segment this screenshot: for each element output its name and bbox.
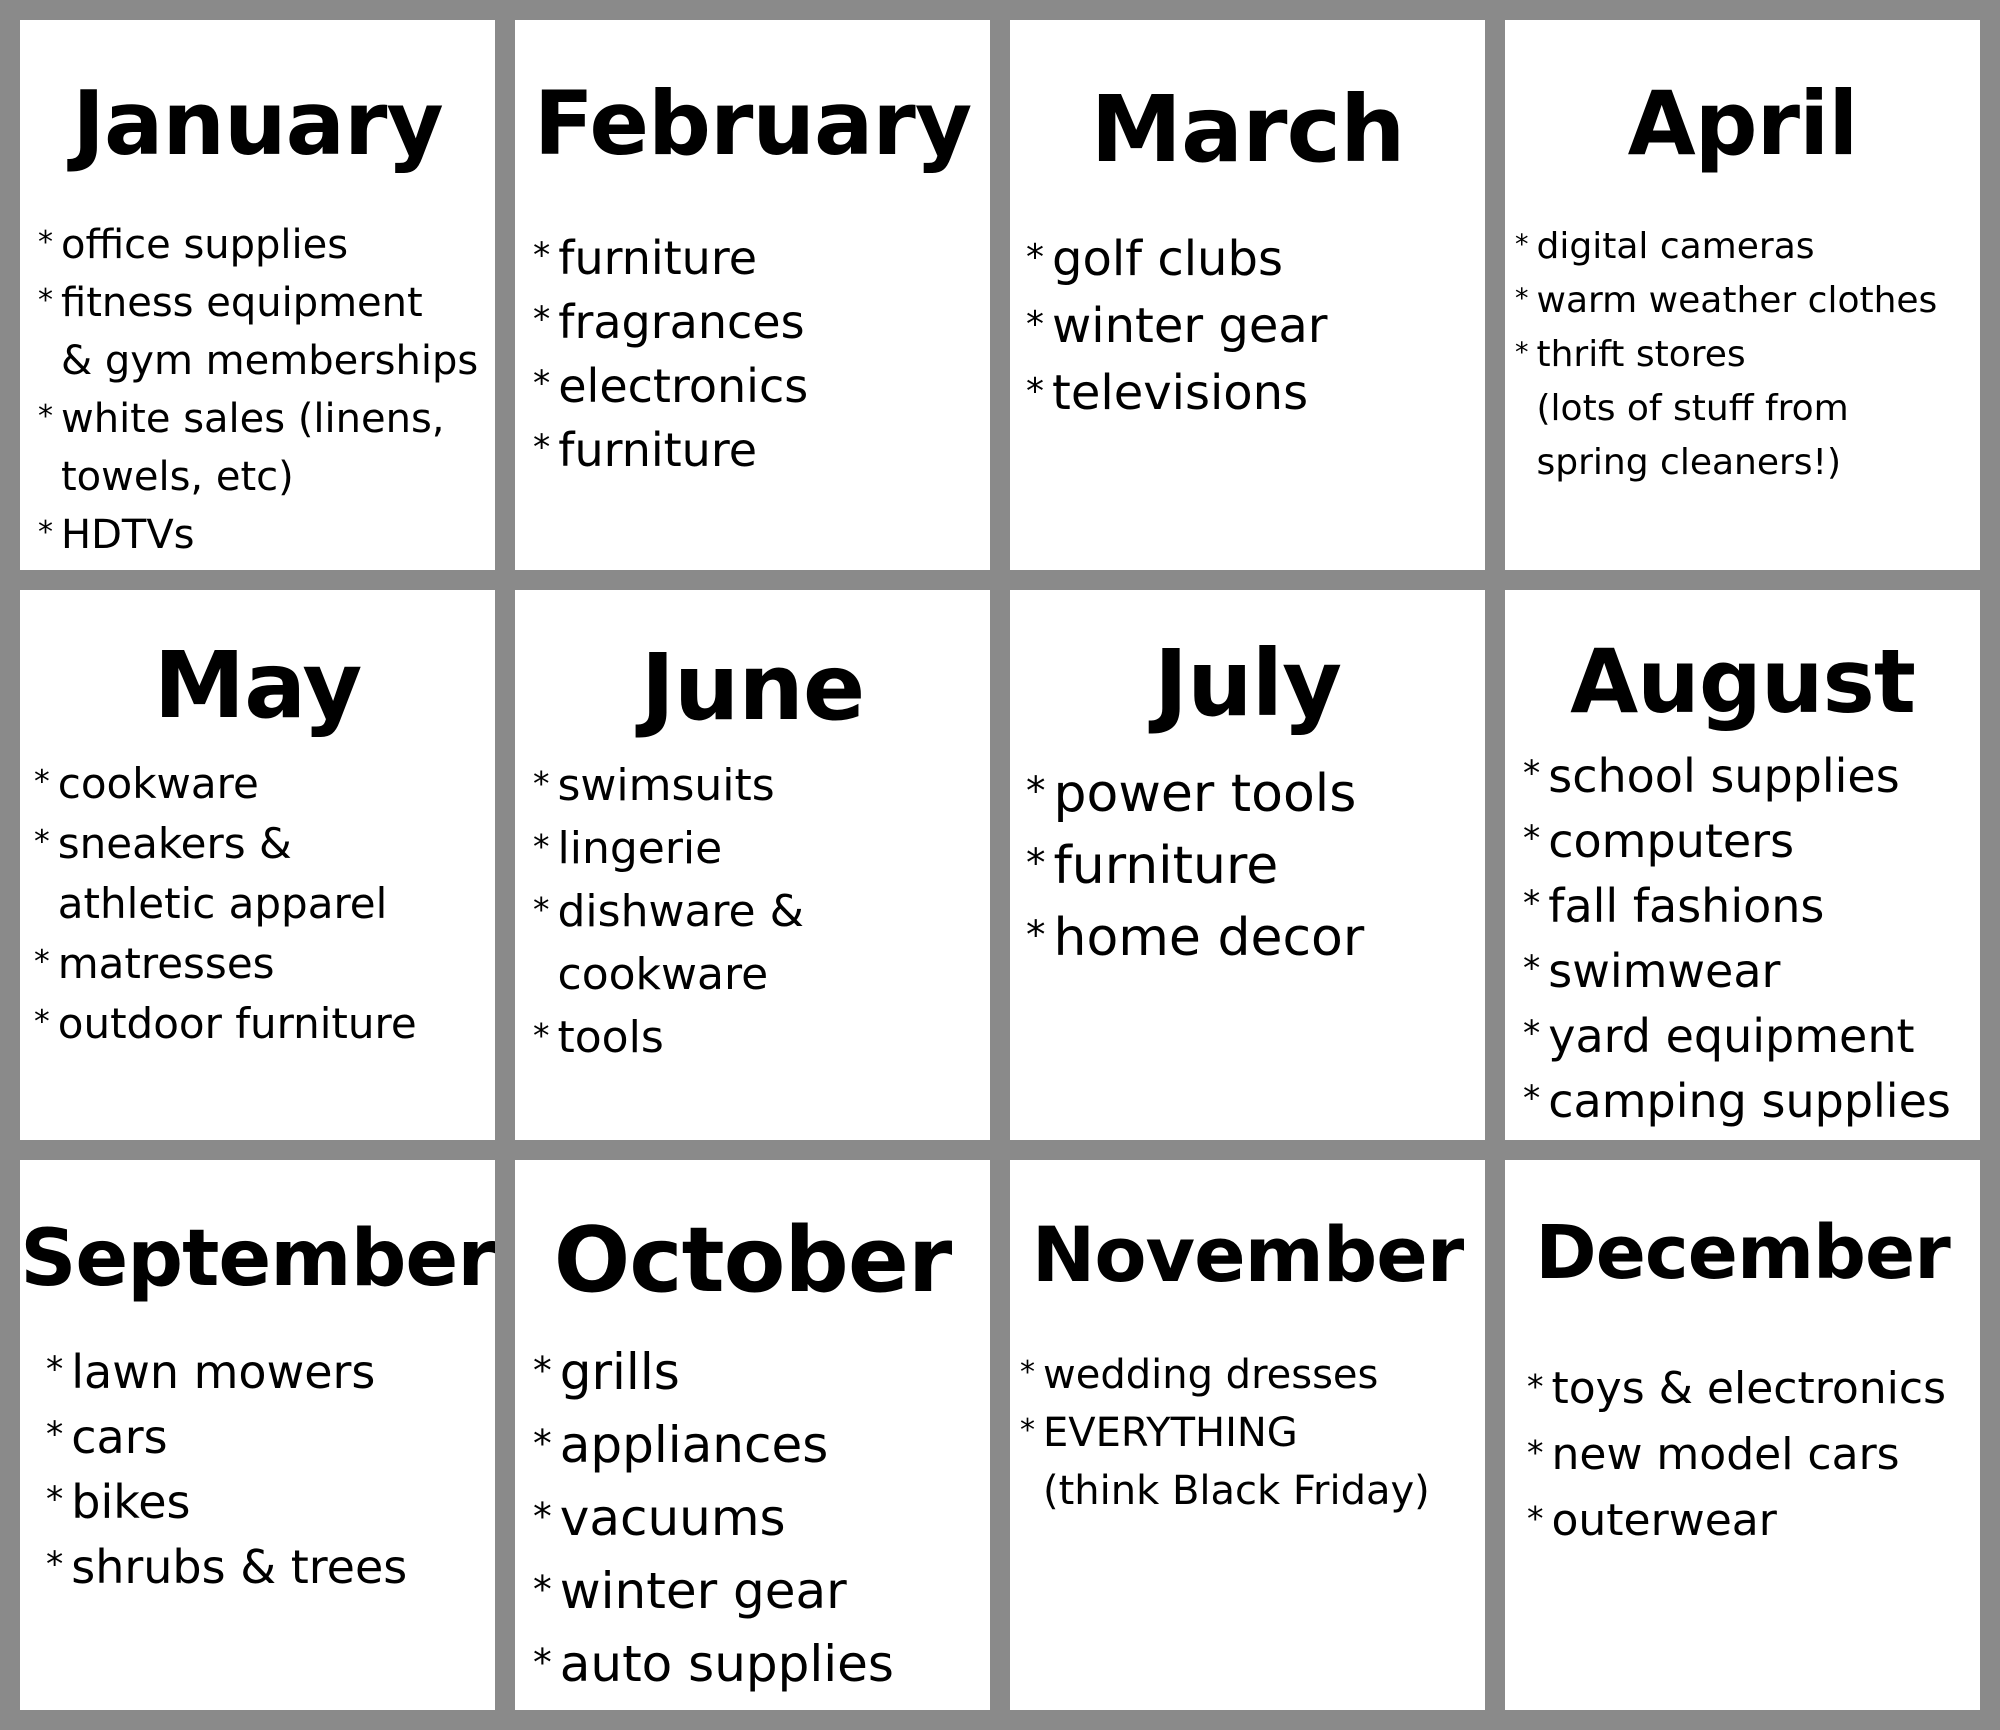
list-item: * furniture	[533, 418, 808, 482]
bullet: *	[533, 827, 550, 866]
bullet: *	[1527, 1367, 1544, 1406]
list-item: * fragrances	[533, 290, 808, 354]
bullet: *	[46, 1415, 64, 1455]
list-item: * outerwear	[1527, 1488, 1946, 1554]
item-list	[1026, 226, 1328, 427]
bullet: *	[533, 1348, 552, 1392]
month-card-july	[1010, 590, 1485, 1140]
bullet: *	[38, 515, 53, 550]
month-title: May	[153, 632, 362, 739]
list-item: * dishware & cookware	[533, 880, 804, 1006]
list-item: * new model cars	[1527, 1422, 1946, 1488]
list-item: * appliances	[533, 1409, 894, 1482]
list-item: * cars	[46, 1405, 407, 1470]
bullet: *	[1527, 1499, 1544, 1538]
item-list	[38, 216, 478, 564]
item-list	[34, 754, 417, 1054]
list-item: * thrift stores (lots of stuff from spring cleaners!)	[1515, 328, 1937, 490]
item-list	[1515, 220, 1937, 490]
month-card-january	[20, 20, 495, 570]
bullet: *	[1515, 337, 1529, 368]
bullet: *	[1515, 229, 1529, 260]
month-title: July	[1153, 630, 1342, 737]
bullet: *	[533, 1567, 552, 1611]
list-item: * swimwear	[1523, 939, 1951, 1004]
list-item: * winter gear	[533, 1555, 894, 1628]
item-list	[1020, 1346, 1430, 1520]
bullet: *	[533, 236, 551, 276]
bullet: *	[533, 890, 550, 929]
list-item: * fitness equipment & gym memberships	[38, 274, 478, 390]
bullet: *	[34, 1004, 50, 1040]
list-item: * cookware	[34, 754, 417, 814]
bullet: *	[38, 399, 53, 434]
month-card-december	[1505, 1160, 1980, 1710]
list-item: * vacuums	[533, 1482, 894, 1555]
list-item: * white sales (linens, towels, etc)	[38, 390, 478, 506]
month-title: February	[533, 72, 972, 175]
list-item: * grills	[533, 1336, 894, 1409]
bullet: *	[1026, 913, 1046, 958]
list-item: * electronics	[533, 354, 808, 418]
list-item: * lingerie	[533, 817, 804, 880]
month-card-may	[20, 590, 495, 1140]
month-card-april	[1505, 20, 1980, 570]
month-card-june	[515, 590, 990, 1140]
month-title: March	[1090, 76, 1405, 183]
bullet: *	[1026, 841, 1046, 886]
month-card-november	[1010, 1160, 1485, 1710]
list-item: * matresses	[34, 934, 417, 994]
month-card-august	[1505, 590, 1980, 1140]
bullet: *	[1523, 949, 1541, 989]
list-item: * furniture	[1026, 830, 1364, 902]
list-item: * winter gear	[1026, 293, 1328, 360]
bullet: *	[1523, 819, 1541, 859]
list-item: * fall fashions	[1523, 874, 1951, 939]
list-item: * furniture	[533, 226, 808, 290]
month-title: November	[1031, 1210, 1464, 1299]
bullet: *	[46, 1545, 64, 1585]
bullet: *	[1020, 1355, 1035, 1390]
bullet: *	[533, 1421, 552, 1465]
bullet: *	[533, 764, 550, 803]
month-title: June	[640, 634, 865, 741]
list-item: * outdoor furniture	[34, 994, 417, 1054]
list-item: * lawn mowers	[46, 1340, 407, 1405]
month-title: April	[1627, 72, 1858, 175]
list-item: * school supplies	[1523, 744, 1951, 809]
list-item: * golf clubs	[1026, 226, 1328, 293]
month-title: August	[1570, 630, 1915, 733]
bullet: *	[38, 283, 53, 318]
list-item: * yard equipment	[1523, 1004, 1951, 1069]
month-card-march	[1010, 20, 1485, 570]
bullet: *	[1026, 304, 1044, 345]
bullet: *	[1523, 884, 1541, 924]
bullet: *	[1523, 754, 1541, 794]
list-item: * televisions	[1026, 360, 1328, 427]
list-item: * power tools	[1026, 758, 1364, 830]
bullet: *	[34, 944, 50, 980]
list-item: * sneakers & athletic apparel	[34, 814, 417, 934]
month-card-october	[515, 1160, 990, 1710]
item-list	[533, 226, 808, 482]
bullet: *	[1523, 1079, 1541, 1119]
item-list	[533, 1336, 894, 1701]
list-item: * tools	[533, 1006, 804, 1069]
bullet: *	[533, 364, 551, 404]
list-item: * computers	[1523, 809, 1951, 874]
list-item: * warm weather clothes	[1515, 274, 1937, 328]
list-item: * camping supplies	[1523, 1069, 1951, 1134]
bullet: *	[1026, 237, 1044, 278]
list-item: * toys & electronics	[1527, 1356, 1946, 1422]
list-item: * office supplies	[38, 216, 478, 274]
item-list	[1026, 758, 1364, 974]
month-card-february	[515, 20, 990, 570]
bullet: *	[533, 428, 551, 468]
list-item: * EVERYTHING (think Black Friday)	[1020, 1404, 1430, 1520]
month-title: January	[72, 72, 443, 175]
month-title: December	[1535, 1210, 1950, 1296]
list-item: * home decor	[1026, 902, 1364, 974]
bullet: *	[34, 764, 50, 800]
item-list	[1523, 744, 1951, 1134]
item-list	[1527, 1356, 1946, 1554]
bullet: *	[1527, 1433, 1544, 1472]
bullet: *	[38, 225, 53, 260]
bullet: *	[533, 300, 551, 340]
bullet: *	[46, 1350, 64, 1390]
bullet: *	[533, 1016, 550, 1055]
item-list	[46, 1340, 407, 1600]
bullet: *	[533, 1494, 552, 1538]
list-item: * shrubs & trees	[46, 1535, 407, 1600]
bullet: *	[1523, 1014, 1541, 1054]
list-item: * bikes	[46, 1470, 407, 1535]
month-title: September	[20, 1214, 495, 1304]
bullet: *	[1026, 371, 1044, 412]
item-list	[533, 754, 804, 1069]
list-item: * HDTVs	[38, 506, 478, 564]
month-title: October	[553, 1208, 952, 1313]
list-item: * wedding dresses	[1020, 1346, 1430, 1404]
list-item: * digital cameras	[1515, 220, 1937, 274]
bullet: *	[1515, 283, 1529, 314]
month-grid	[20, 20, 1980, 1710]
bullet: *	[34, 824, 50, 860]
bullet: *	[1026, 769, 1046, 814]
bullet: *	[533, 1640, 552, 1684]
list-item: * auto supplies	[533, 1628, 894, 1701]
list-item: * swimsuits	[533, 754, 804, 817]
bullet: *	[1020, 1413, 1035, 1448]
month-card-september	[20, 1160, 495, 1710]
bullet: *	[46, 1480, 64, 1520]
